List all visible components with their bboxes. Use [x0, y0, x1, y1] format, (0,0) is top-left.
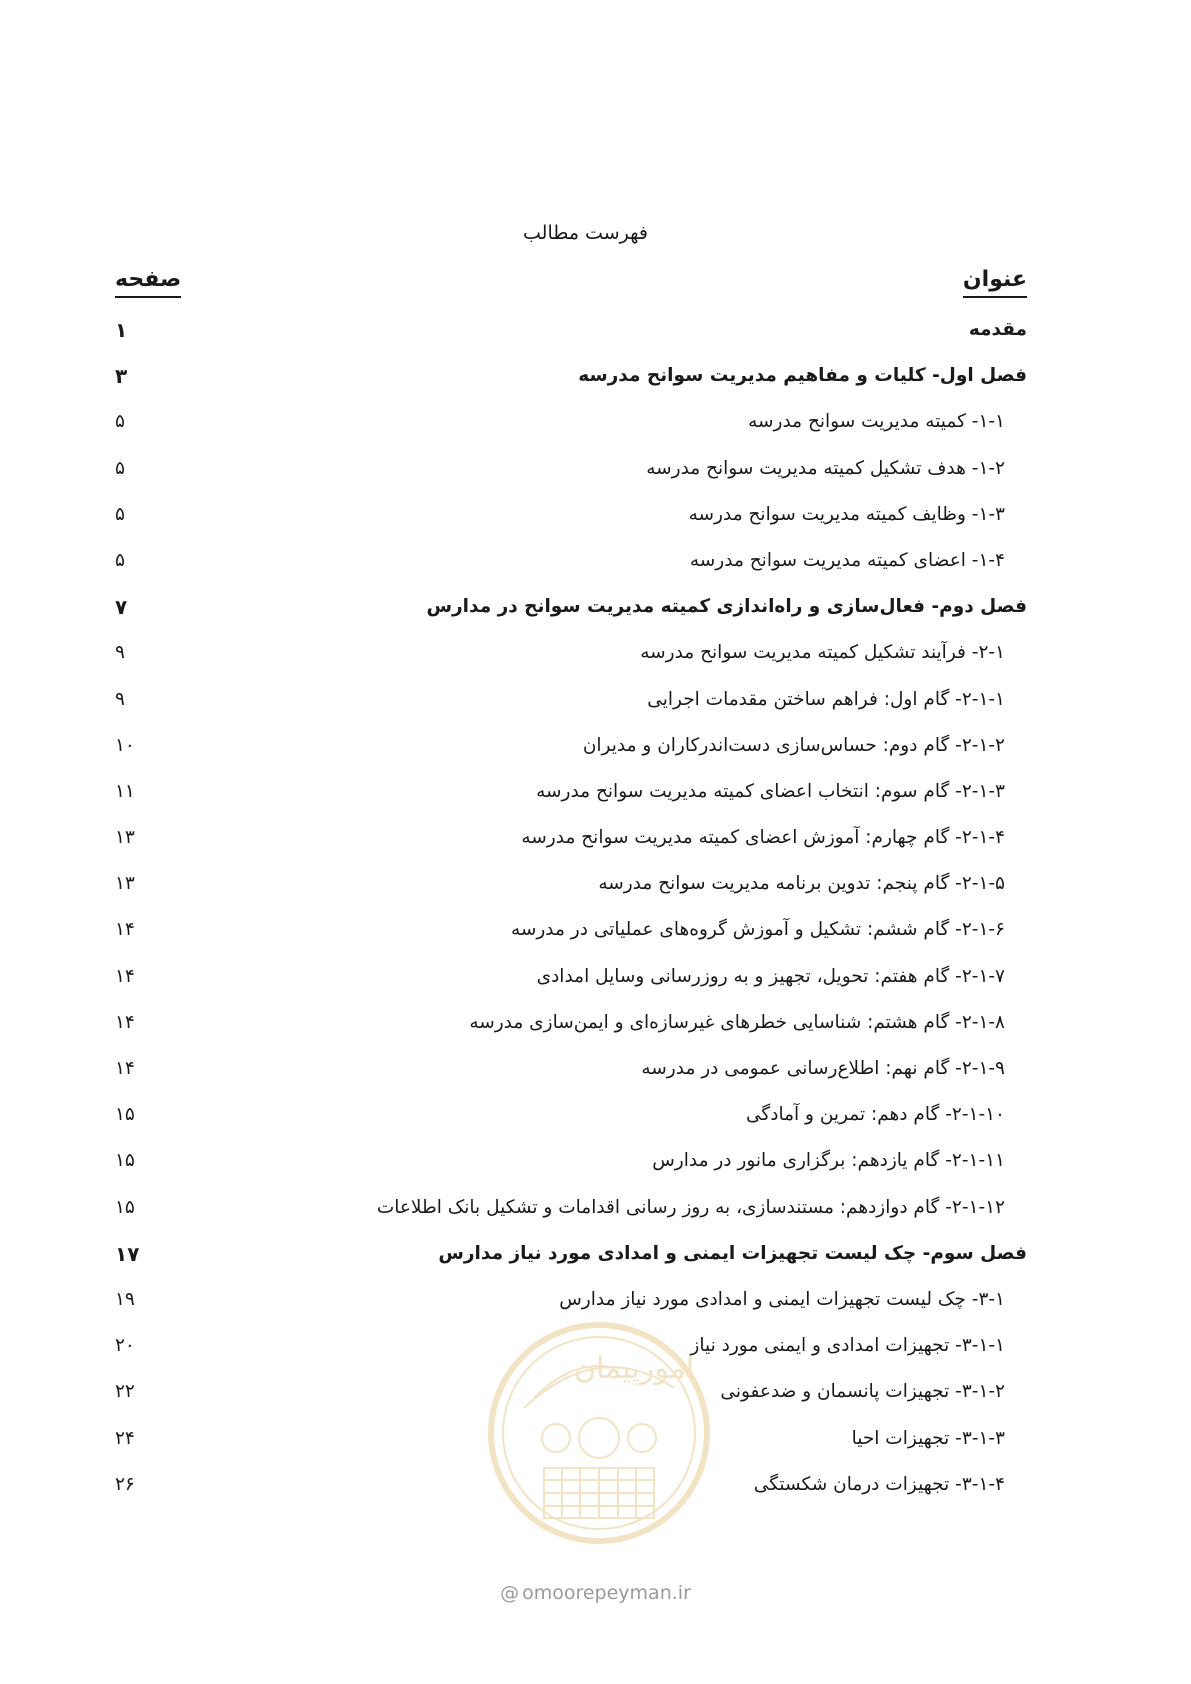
toc-entry-title: مقدمه — [968, 319, 1027, 340]
toc-entry-title: ۲-۱-۴- گام چهارم: آموزش اعضای کمیته مدیریت سوانح مدرسه — [521, 827, 1005, 849]
toc-entry-title: ۲-۱-۳- گام سوم: انتخاب اعضای کمیته مدیریت سوانح مدرسه — [536, 780, 1005, 802]
toc-entry-title: ۳-۱-۲- تجهیزات پانسمان و ضدعفونی — [720, 1381, 1005, 1403]
toc-row — [115, 957, 1027, 1003]
toc-entry-page: ۵ — [115, 549, 125, 571]
toc-row — [115, 818, 1027, 864]
toc-entry-title: ۳-۱-۴- تجهیزات درمان شکستگی — [753, 1473, 1005, 1495]
toc-row — [115, 1095, 1027, 1141]
toc-row — [115, 1188, 1027, 1234]
watermark-text: امورپیمان — [573, 1351, 695, 1386]
toc-row — [115, 726, 1027, 772]
toc-entry-page: ۱۹ — [115, 1288, 135, 1310]
toc-row — [115, 356, 1027, 402]
toc-entry-page: ۲۰ — [115, 1335, 135, 1357]
toc-entry-page: ۱۳ — [115, 827, 135, 849]
toc-entry-title: ۲-۱-۱۱- گام یازدهم: برگزاری مانور در مدارس — [652, 1150, 1005, 1172]
toc-entry-page: ۵ — [115, 457, 125, 479]
toc-entry-title: فصل دوم- فعال‌سازی و راه‌اندازی کمیته مدیریت سوانح در مدارس — [426, 596, 1027, 618]
toc-row — [115, 633, 1027, 679]
toc-entry-page: ۷ — [115, 595, 128, 620]
toc-entry-title: ۲-۱-۱- گام اول: فراهم ساختن مقدمات اجرایی — [647, 688, 1005, 710]
toc-row — [115, 680, 1027, 726]
toc-entry-title: ۱-۱- کمیته مدیریت سوانح مدرسه — [748, 411, 1005, 433]
toc-entry-title: ۲-۱-۲- گام دوم: حساس‌سازی دست‌اندرکاران و مدیران — [582, 734, 1005, 756]
toc-entry-page: ۱۵ — [115, 1104, 135, 1126]
toc-entry-page: ۹ — [115, 642, 125, 664]
toc-entry-title: ۱-۴- اعضای کمیته مدیریت سوانح مدرسه — [689, 549, 1005, 571]
toc-entry-title: فصل سوم- چک لیست تجهیزات ایمنی و امدادی مورد نیاز مدارس — [438, 1242, 1027, 1264]
title-column-header: عنوان — [963, 266, 1027, 298]
toc-row — [115, 772, 1027, 818]
toc-entry-page: ۱۴ — [115, 919, 135, 941]
toc-row — [115, 587, 1027, 633]
toc-header — [115, 266, 1027, 300]
watermark-seal-icon — [484, 1318, 714, 1548]
toc-entry-page: ۱۵ — [115, 1196, 135, 1218]
toc-entry-page: ۱۱ — [115, 780, 135, 802]
footer-website — [0, 1582, 1191, 1604]
toc-row — [115, 1141, 1027, 1187]
toc-entry-title: ۳-۱-۳- تجهیزات احیا — [851, 1427, 1005, 1449]
toc-entry-page: ۱۴ — [115, 1058, 135, 1079]
toc-entry-page: ۲۲ — [115, 1381, 135, 1403]
toc-entry-title: ۳-۱- چک لیست تجهیزات ایمنی و امدادی مورد نیاز مدارس — [559, 1288, 1005, 1310]
toc-entry-page: ۳ — [115, 364, 128, 389]
toc-entry-page: ۵ — [115, 411, 125, 433]
toc-entry-title: ۲-۱- فرآیند تشکیل کمیته مدیریت سوانح مدرسه — [640, 642, 1005, 664]
toc-entry-title: ۲-۱-۱۰- گام دهم: تمرین و آمادگی — [746, 1104, 1005, 1126]
toc-entry-page: ۵ — [115, 503, 125, 525]
website-url: omoorepeyman.ir — [522, 1582, 691, 1604]
toc-entry-title: ۱-۳- وظایف کمیته مدیریت سوانح مدرسه — [688, 503, 1005, 525]
toc-entry-page: ۲۴ — [115, 1427, 135, 1449]
toc-entry-page: ۱۴ — [115, 1011, 135, 1033]
toc-row — [115, 310, 1027, 356]
toc-row — [115, 495, 1027, 541]
toc-entry-title: ۲-۱-۸- گام هشتم: شناسایی خطرهای غیرسازه‌ای و ایمن‌سازی مدرسه — [469, 1011, 1005, 1033]
toc-entry-title: ۲-۱-۷- گام هفتم: تحویل، تجهیز و به روزرسانی وسایل امدادی — [536, 965, 1005, 987]
toc-row — [115, 910, 1027, 956]
toc-entry-title: ۲-۱-۵- گام پنجم: تدوین برنامه مدیریت سوانح مدرسه — [598, 873, 1005, 895]
toc-entry-page: ۱۵ — [115, 1150, 135, 1172]
page-title: فهرست مطالب — [523, 222, 648, 244]
toc-entry-title: ۲-۱-۱۲- گام دوازدهم: مستندسازی، به روز رسانی اقدامات و تشکیل بانک اطلاعات — [376, 1196, 1005, 1218]
toc-entry-title: فصل اول- کلیات و مفاهیم مدیریت سوانح مدرسه — [578, 365, 1027, 387]
toc-row — [115, 864, 1027, 910]
toc-entry-page: ۱۰ — [115, 734, 135, 756]
toc-entry-page: ۱۴ — [115, 965, 135, 987]
toc-row — [115, 1049, 1027, 1095]
toc-entry-page: ۱۷ — [115, 1241, 140, 1266]
toc-entry-page: ۱۳ — [115, 873, 135, 895]
at-symbol-icon: @ — [500, 1582, 520, 1604]
toc-entry-title: ۲-۱-۹- گام نهم: اطلاع‌رسانی عمومی در مدرسه — [641, 1058, 1005, 1079]
toc-entry-title: ۳-۱-۱- تجهیزات امدادی و ایمنی مورد نیاز — [690, 1335, 1005, 1357]
toc-row — [115, 1234, 1027, 1280]
page-column-header: صفحه — [115, 266, 181, 298]
toc-row — [115, 402, 1027, 448]
toc-row — [115, 449, 1027, 495]
toc-entry-title: ۲-۱-۶- گام ششم: تشکیل و آموزش گروه‌های عملیاتی در مدرسه — [510, 919, 1005, 941]
toc-entry-page: ۹ — [115, 688, 125, 710]
toc-entry-title: ۱-۲- هدف تشکیل کمیته مدیریت سوانح مدرسه — [646, 457, 1005, 479]
toc-entry-page: ۱ — [115, 318, 128, 342]
toc-entry-page: ۲۶ — [115, 1473, 135, 1495]
toc-row — [115, 541, 1027, 587]
toc-row — [115, 1003, 1027, 1049]
